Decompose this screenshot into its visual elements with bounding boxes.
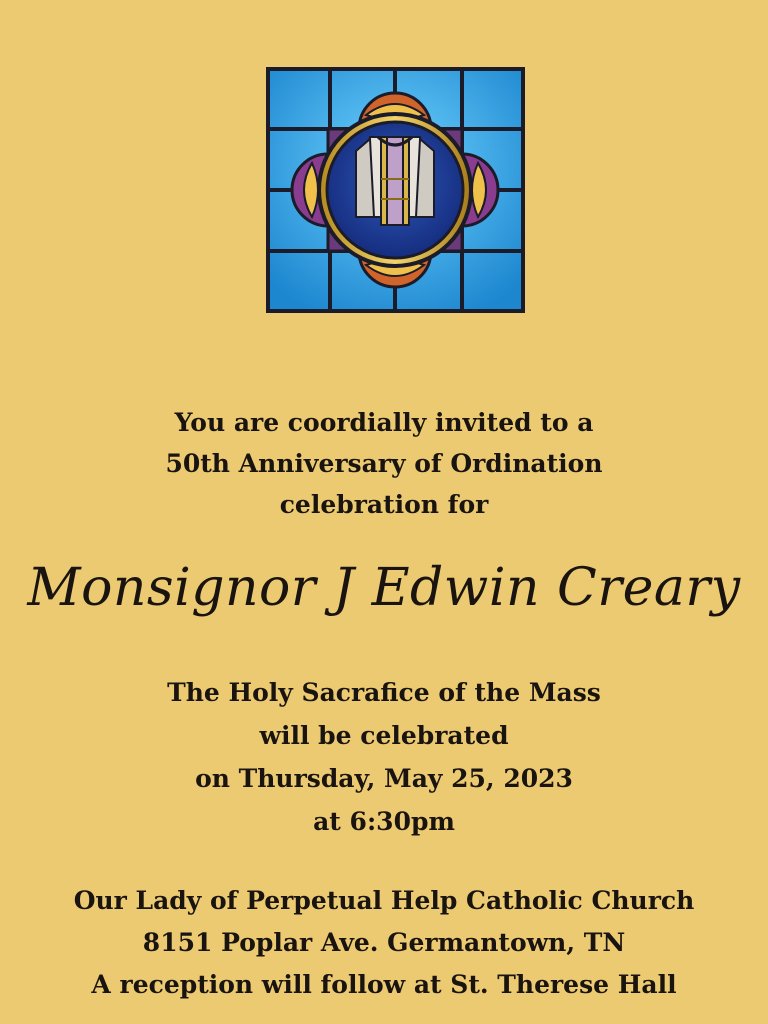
invitation-text <box>0 402 768 525</box>
mass-details <box>0 671 768 843</box>
mass-line-2: will be celebrated <box>259 721 509 750</box>
venue-details <box>0 880 768 1006</box>
mass-date: on Thursday, May 25, 2023 <box>195 764 573 793</box>
mass-line-1: The Holy Sacrafice of the Mass <box>167 678 601 707</box>
invitation-line-1: You are coordially invited to a <box>174 408 594 437</box>
mass-time: at 6:30pm <box>313 807 455 836</box>
invitation-line-3: celebration for <box>279 490 489 519</box>
stained-glass-vestment-icon <box>266 67 525 313</box>
venue-name: Our Lady of Perpetual Help Catholic Church <box>73 886 695 915</box>
invitation-line-2: 50th Anniversary of Ordination <box>165 449 603 478</box>
honoree-name: Monsignor J Edwin Creary <box>27 558 741 618</box>
reception-note: A reception will follow at St. Therese Hall <box>91 970 677 999</box>
venue-address: 8151 Poplar Ave. Germantown, TN <box>142 928 626 957</box>
